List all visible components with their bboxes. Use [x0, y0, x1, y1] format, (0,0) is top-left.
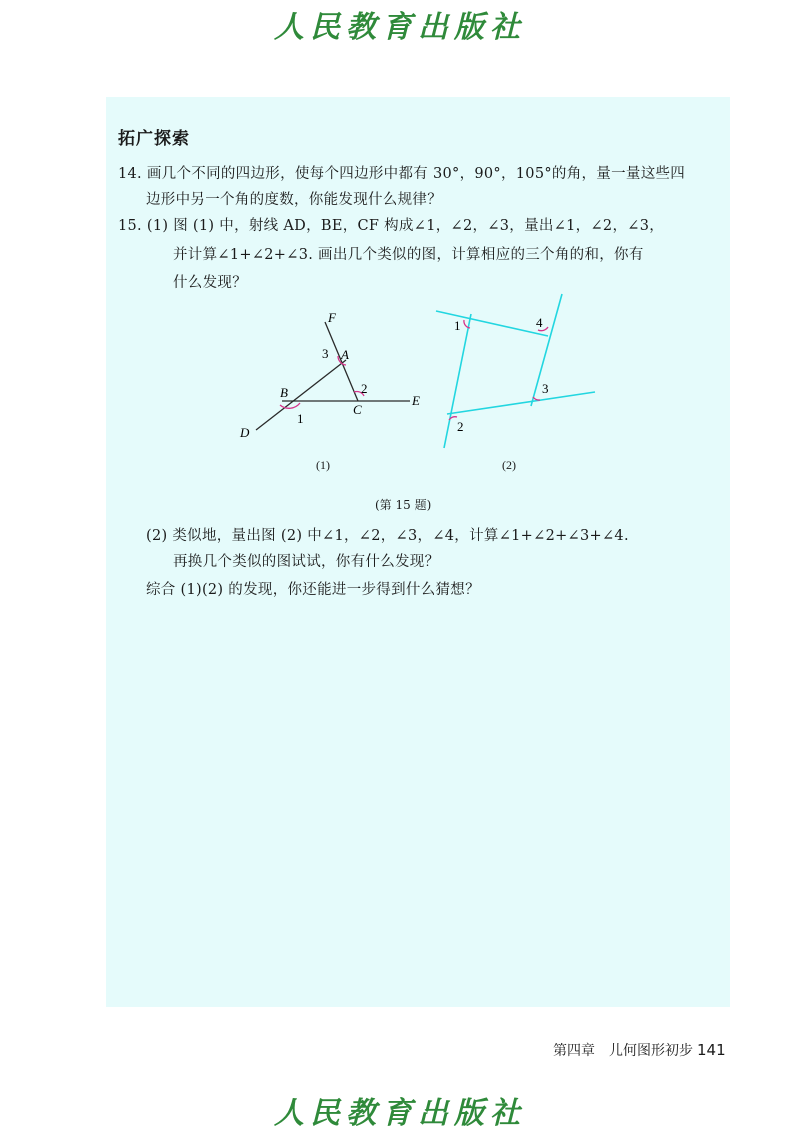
figure-1-diagram — [230, 300, 430, 450]
quad-bottom-line — [447, 392, 595, 414]
problem-15-line-3: 什么发现？ — [173, 275, 247, 291]
fig2-angle-arc-3 — [533, 397, 540, 400]
problem-15-part2-line-1: (2) 类似地，量出图 (2) 中∠1，∠2，∠3，∠4，计算∠1+∠2+∠3+∠4. — [146, 528, 629, 544]
chapter-title: 第四章 儿何图形初步 — [553, 1043, 693, 1059]
publisher-logo-top: 人民教育出版社 — [274, 10, 526, 45]
page-footer — [553, 1040, 726, 1060]
fig2-angle-4-label: 4 — [536, 315, 543, 330]
fig2-angle-2-label: 2 — [457, 419, 464, 434]
page-number: 141 — [697, 1041, 726, 1059]
angle-2-label: 2 — [361, 381, 368, 396]
quad-top-line — [436, 311, 548, 336]
angle-3-label: 3 — [322, 346, 329, 361]
point-e-label: E — [412, 393, 420, 408]
fig2-angle-3-label: 3 — [542, 381, 549, 396]
figure-1-label: (1) — [316, 458, 330, 472]
section-title: 拓广探索 — [118, 129, 190, 149]
problem-15-line-2: 并计算∠1+∠2+∠3. 画出几个类似的图，计算相应的三个角的和，你有 — [173, 247, 644, 263]
problem-15-part2-line-2: 再换几个类似的图试试，你有什么发现？ — [173, 554, 440, 570]
problem-14-line-2: 边形中另一个角的度数，你能发现什么规律？ — [146, 192, 442, 208]
point-a-label: A — [341, 347, 349, 362]
fig2-angle-1-label: 1 — [454, 318, 461, 333]
point-b-label: B — [280, 385, 288, 400]
point-d-label: D — [240, 425, 250, 440]
figure-2-diagram — [430, 290, 605, 455]
problem-14-line-1: 14. 画几个不同的四边形，使每个四边形中都有 30°，90°，105°的角，量一量这些四 — [118, 166, 686, 182]
publisher-logo-bottom: 人民教育出版社 — [274, 1096, 526, 1131]
point-f-label: F — [328, 310, 336, 325]
figure-2-label: (2) — [502, 458, 516, 472]
problem-15-summary: 综合 (1)(2) 的发现，你还能进一步得到什么猜想？ — [146, 582, 480, 598]
figure-caption: (第 15 题) — [375, 498, 432, 512]
problem-15-line-1: 15. (1) 图 (1) 中，射线 AD，BE，CF 构成∠1，∠2，∠3，量出∠1，∠2，∠3， — [118, 218, 665, 234]
point-c-label: C — [353, 402, 362, 417]
angle-1-label: 1 — [297, 411, 304, 426]
